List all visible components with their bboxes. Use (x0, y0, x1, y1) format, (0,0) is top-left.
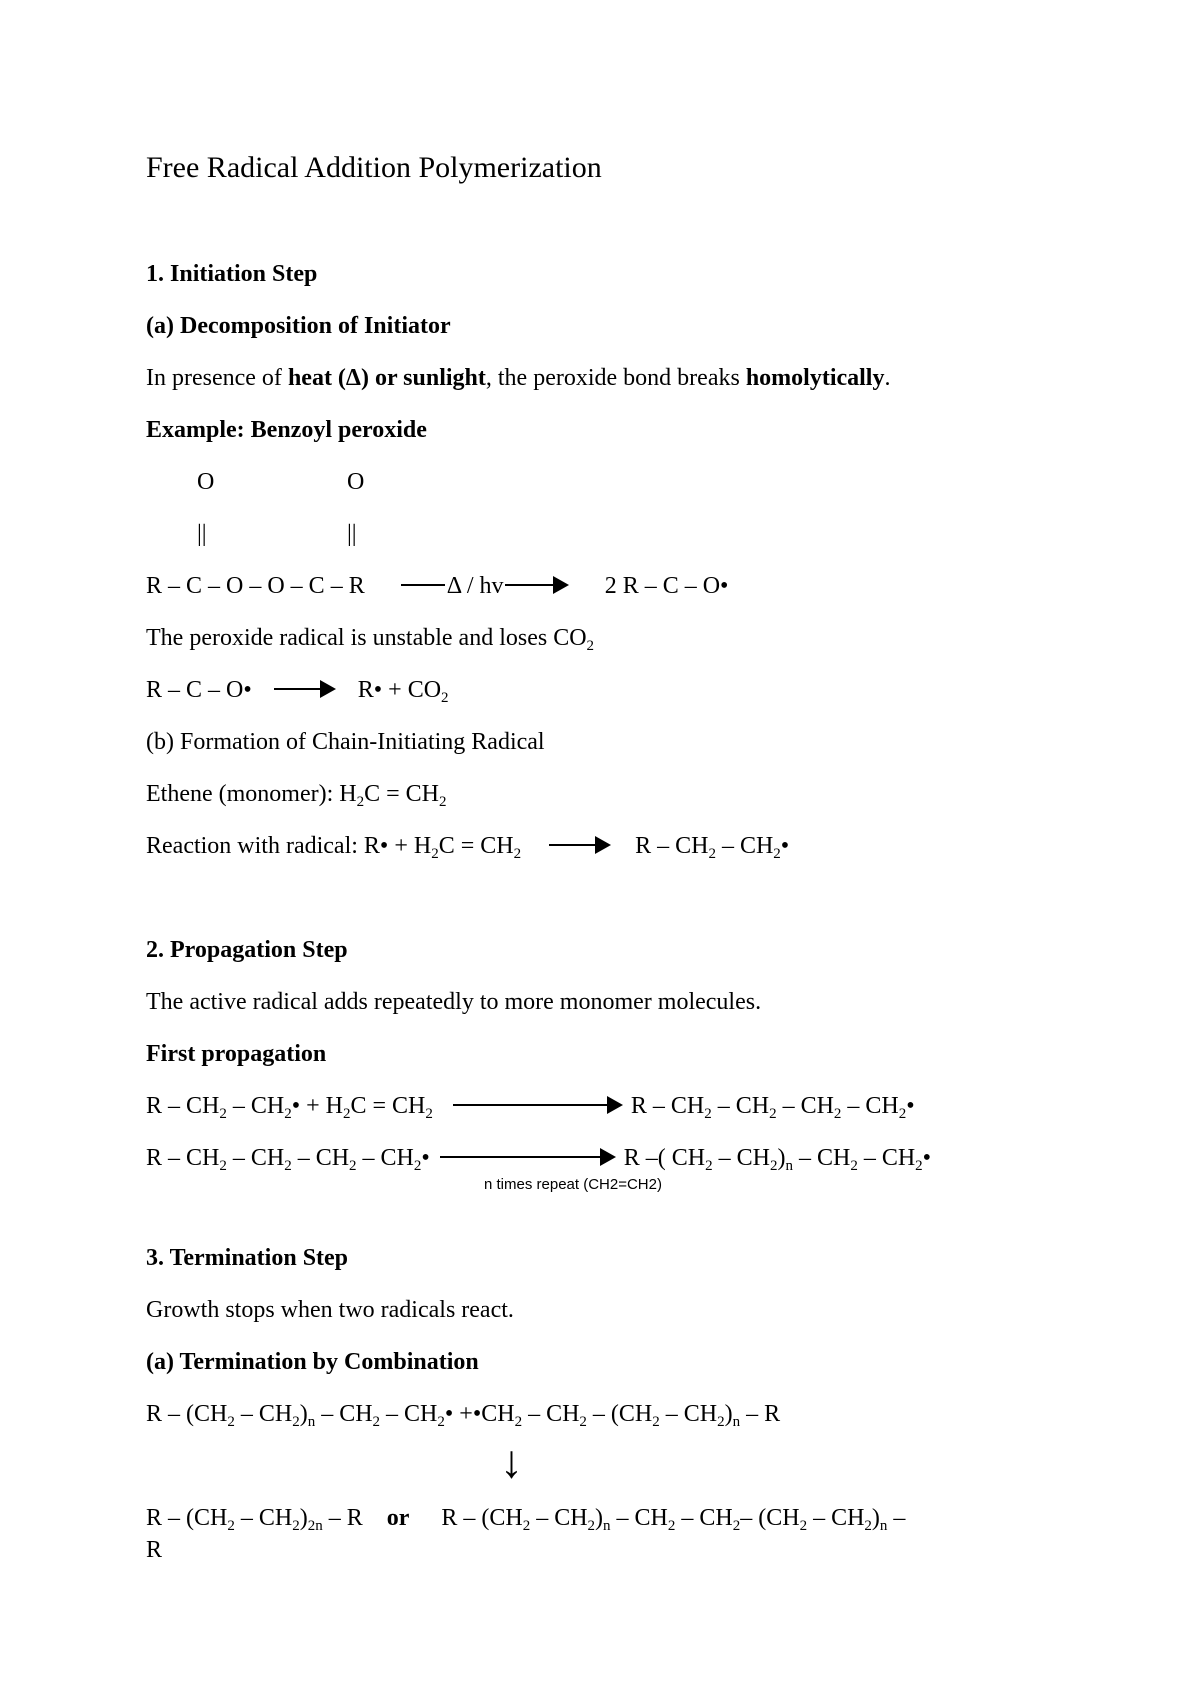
first-propagation-equation: R – $CH_2$ – $CH_2• + H_2C = CH_2$ R – $CH_2 - CH_2 - CH_2$ – $CH_2•$ (146, 1093, 915, 1122)
section-1-heading: 1. Initiation Step (146, 261, 318, 287)
section-2-heading: 2. Propagation Step (146, 937, 348, 963)
combination-reactants: R – $(CH_2 - CH_2)_n - CH_2$ – $CH_2•$ $+•CH_2 - CH_2 - (CH_2 - CH_2)_n - R$ (146, 1401, 781, 1430)
paragraph-unstable: The peroxide radical is unstable and loses $CO_2$ (146, 625, 595, 654)
subsection-1b-heading: (b) Formation of Chain-Initiating Radical (146, 729, 545, 755)
example-label: Example: Benzoyl peroxide (146, 417, 427, 443)
first-propagation-label: First propagation (146, 1041, 327, 1067)
repeat-note: n times repeat (CH2=CH2) (484, 1176, 662, 1193)
reaction-arrow-icon (453, 1095, 623, 1115)
reaction-arrow-icon (440, 1147, 616, 1167)
subsection-1a-heading: (a) Decomposition of Initiator (146, 313, 451, 339)
reaction-arrow-icon: Δ / hv (401, 575, 569, 595)
double-bond-2: || (347, 521, 357, 547)
combination-products: R – $(CH_2 - CH_2)_{2n}$ – R or R – $(CH_2 - CH_2)_n - CH_2 - CH_2-$ $(CH_2 - CH_2)_n$ – (146, 1505, 906, 1534)
page-title: Free Radical Addition Polymerization (146, 151, 602, 184)
carbonyl-oxygen-1: O (197, 469, 215, 495)
reaction-arrow-icon (549, 835, 611, 855)
combination-heading: (a) Termination by Combination (146, 1349, 479, 1375)
decarboxylation-equation: R – C – O• R• + $CO_2$ (146, 677, 449, 706)
ethene-line: Ethene (monomer): $H_2C = CH_2$ (146, 781, 447, 810)
paragraph-homolytic: In presence of heat (Δ) or sunlight, the peroxide bond breaks homolytically. (146, 365, 891, 391)
double-bond-1: || (197, 521, 207, 547)
decomposition-equation: R – C – O – O – C – R Δ / hv 2 R – C – O• (146, 573, 729, 599)
termination-text: Growth stops when two radicals react. (146, 1297, 514, 1323)
radical-reaction-line: Reaction with radical: R• + $H_2C = CH_2$ R – $CH_2$ – $CH_2•$ (146, 833, 790, 862)
arrow-down-icon: ↓ (500, 1436, 523, 1487)
combination-products-wrap: R (146, 1537, 163, 1563)
repeated-propagation-equation: R – $CH_2 - CH_2 - CH_2$ – $CH_2•$ R –( $CH_2 - CH_2)_n - CH_2$ – $CH_2•$ (146, 1145, 932, 1174)
propagation-text: The active radical adds repeatedly to more monomer molecules. (146, 989, 762, 1015)
section-3-heading: 3. Termination Step (146, 1245, 349, 1271)
reaction-arrow-icon (274, 679, 336, 699)
carbonyl-oxygen-2: O (347, 469, 365, 495)
